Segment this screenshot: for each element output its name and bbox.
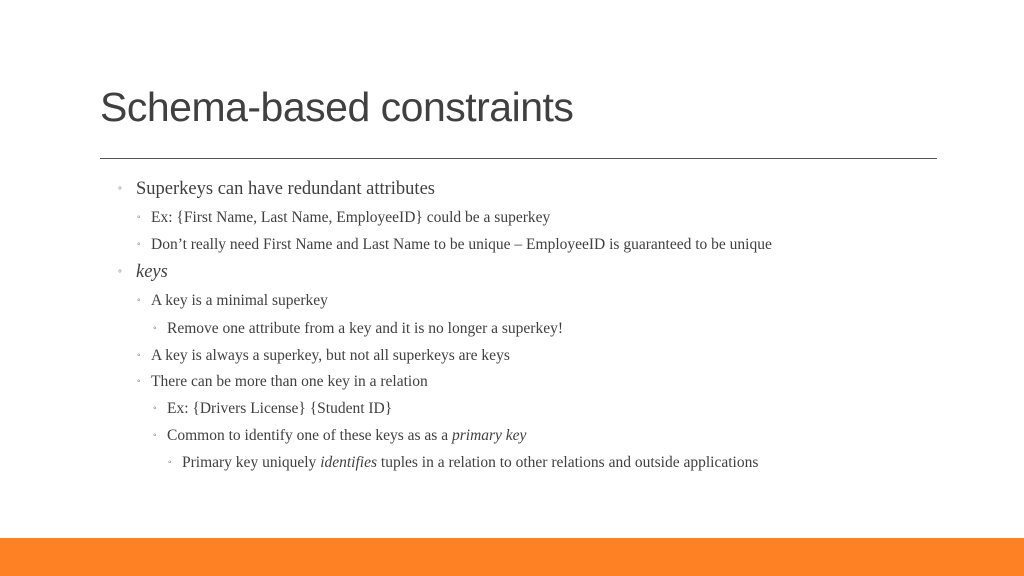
bullet-circle-icon: ◦ bbox=[137, 375, 141, 387]
bullet-item-level-2 bbox=[137, 347, 510, 364]
bullet-text: Remove one attribute from a key and it is no longer a superkey! bbox=[167, 320, 563, 337]
bullet-text: Primary key uniquely bbox=[182, 454, 321, 471]
slide-title: Schema-based constraints bbox=[100, 84, 574, 130]
bullet-text: A key is always a superkey, but not all superkeys are keys bbox=[151, 347, 510, 364]
bullet-text: There can be more than one key in a relation bbox=[151, 373, 428, 390]
bullet-circle-icon: ◦ bbox=[153, 429, 157, 441]
bullet-circle-icon: ◦ bbox=[168, 456, 172, 468]
bullet-circle-icon: ◦ bbox=[153, 402, 157, 414]
bullet-item-level-3 bbox=[153, 400, 393, 417]
bullet-item-level-2 bbox=[137, 209, 551, 226]
bullet-item-level-2 bbox=[137, 373, 428, 390]
bullet-text: Ex: {First Name, Last Name, EmployeeID} could be a superkey bbox=[151, 209, 551, 226]
bullet-circle-icon: ◦ bbox=[137, 294, 141, 306]
bullet-item-level-3 bbox=[153, 320, 563, 337]
bullet-item-level-4 bbox=[168, 454, 759, 471]
emphasized-text: primary key bbox=[451, 427, 527, 444]
bullet-item-level-3 bbox=[153, 427, 527, 444]
bullet-text: Don’t really need First Name and Last Name to be unique – EmployeeID is guaranteed to be unique bbox=[151, 236, 772, 253]
bullet-text: Ex: {Drivers License} {Student ID} bbox=[167, 400, 393, 417]
bullet-text: Superkeys can have redundant attributes bbox=[136, 179, 435, 199]
emphasized-text: keys bbox=[136, 262, 168, 282]
bullet-circle-icon: ◦ bbox=[137, 211, 141, 223]
bullet-item-level-2 bbox=[137, 236, 772, 253]
bullet-text: tuples in a relation to other relations and outside applications bbox=[377, 454, 759, 471]
bullet-item-level-1 bbox=[118, 262, 168, 282]
bullet-circle-icon: ◦ bbox=[137, 238, 141, 250]
bullet-item-level-2 bbox=[137, 292, 328, 309]
bullet-item-level-1 bbox=[118, 179, 435, 199]
emphasized-text: identifies bbox=[320, 454, 378, 471]
bullet-circle-icon: ◦ bbox=[137, 349, 141, 361]
bullet-circle-icon: ◦ bbox=[118, 265, 122, 278]
bullet-circle-icon: ◦ bbox=[118, 182, 122, 195]
bullet-circle-icon: ◦ bbox=[153, 322, 157, 334]
title-divider bbox=[100, 158, 937, 159]
bullet-text: Common to identify one of these keys as as a bbox=[167, 427, 452, 444]
bullet-text: A key is a minimal superkey bbox=[151, 292, 328, 309]
footer-accent-bar bbox=[0, 538, 1024, 576]
